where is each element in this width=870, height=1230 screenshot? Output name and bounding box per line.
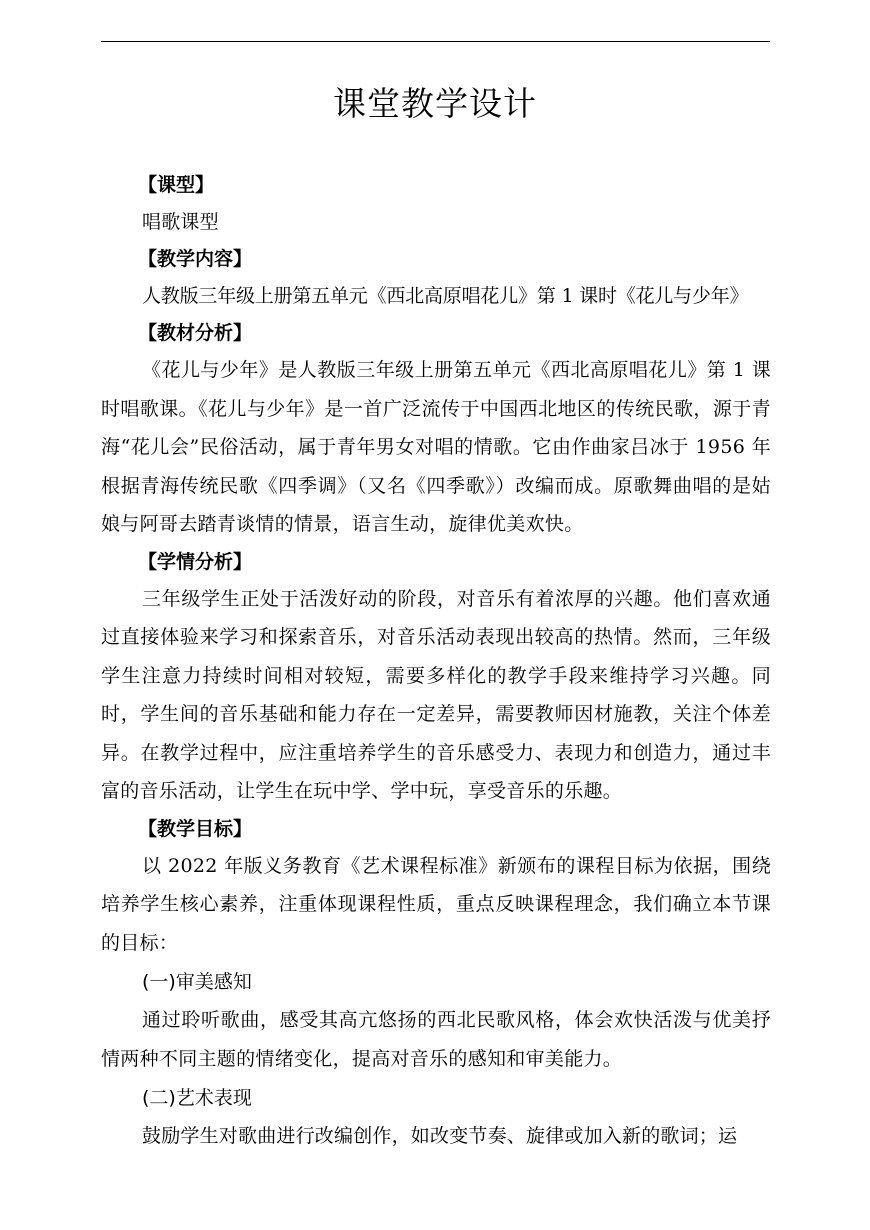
section-text-lesson-type: 唱歌课型: [142, 211, 219, 233]
section-text-material-analysis: 《花儿与少年》是人教版三年级上册第五单元《西北高原唱花儿》第 1 课时唱歌课。《花儿与少年》是一首广泛流传于中国西北地区的传统民歌，源于青海“花儿会”民俗活动，属于青年男女对唱的情歌。它由作曲家吕冰于 1956 年根据青海传统民歌《四季调》（又名《四季歌》）改编而成。原歌舞曲唱的是姑娘与阿哥去踏青谈情的情景，语言生动，旋律优美欢快。: [101, 359, 771, 535]
objective-text-expression: 鼓励学生对歌曲进行改编创作，如改变节奏、旋律或加入新的歌词；运: [142, 1125, 738, 1147]
section-heading-objectives: 【教学目标】: [138, 817, 253, 840]
section-text-content: 人教版三年级上册第五单元《西北高原唱花儿》第 1 课时《花儿与少年》: [142, 285, 749, 307]
document-body: [101, 167, 771, 1155]
objective-text-aesthetic: 通过聆听歌曲，感受其高亢悠扬的西北民歌风格，体会欢快活泼与优美抒情两种不同主题的情绪变化，提高对音乐的感知和审美能力。: [101, 1009, 771, 1070]
section-heading-material-analysis: 【教材分析】: [138, 322, 253, 344]
section-heading-lesson-type: 【课型】: [138, 174, 215, 196]
header-rule: [101, 41, 770, 42]
section-heading-student-analysis: 【学情分析】: [138, 550, 253, 573]
section-heading-content: 【教学内容】: [138, 248, 253, 270]
objective-heading-aesthetic: (一)审美感知: [142, 971, 252, 993]
objective-heading-expression: (二)艺术表现: [142, 1087, 252, 1109]
section-text-student-analysis: 三年级学生正处于活泼好动的阶段，对音乐有着浓厚的兴趣。他们喜欢通过直接体验来学习和探索音乐，对音乐活动表现出较高的热情。然而，三年级学生注意力持续时间相对较短，需要多样化的教学手段来维持学习兴趣。同时，学生间的音乐基础和能力存在一定差异，需要教师因材施教，关注个体差异。在教学过程中，应注重培养学生的音乐感受力、表现力和创造力，通过丰富的音乐活动，让学生在玩中学、学中玩，享受音乐的乐趣。: [101, 587, 771, 802]
page-title: 课堂教学设计: [333, 84, 537, 123]
section-text-objectives: 以 2022 年版义务教育《艺术课程标准》新颁布的课程目标为依据，围绕培养学生核心素养，注重体现课程性质，重点反映课程理念，我们确立本节课的目标：: [101, 854, 771, 954]
